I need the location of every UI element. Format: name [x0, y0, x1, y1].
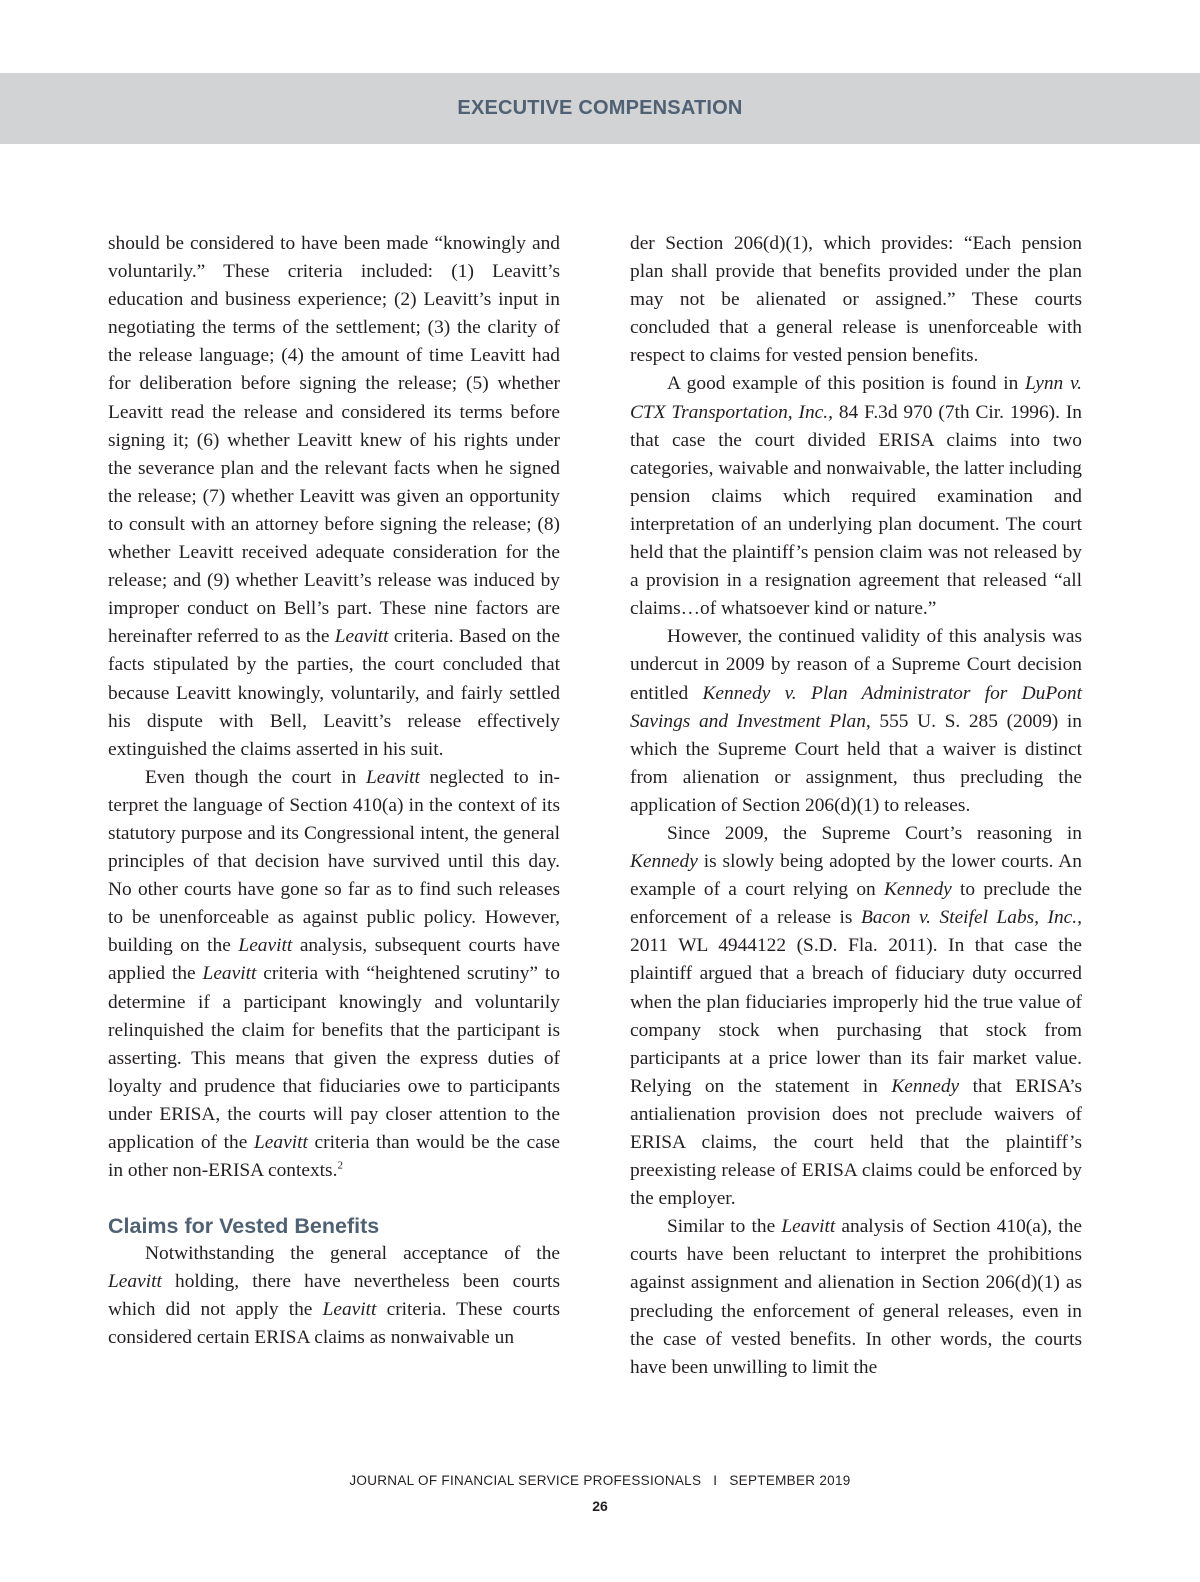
paragraph: However, the continued validity of this analysis was undercut in 2009 by reason of a Supreme Court decision entitled Kennedy v. Plan Administrator for DuPont Savings and Investment Plan, 555 U. S. 285 (2009) in which the Supreme Court held that a waiver is distinct from alienation or assignment, thus precluding the application of Section 206(d)(1) to releases. [630, 626, 1082, 816]
left-column [108, 230, 560, 1353]
issue-date: SEPTEMBER 2019 [729, 1473, 851, 1488]
paragraph: Similar to the Leavitt analysis of Section 410(a), the courts have been reluctant to interpret the prohibitions against assignment and alienation in Section 206(d)(1) as precluding the enforcement of general releases, even in the case of vested benefits. In other words, the courts have been unwilling to limit the [630, 1216, 1082, 1378]
right-column [630, 230, 1082, 1382]
paragraph: der Section 206(d)(1), which provides: “Each pension plan shall provide that benefits provided under the plan may not be alienated or assigned.” These courts concluded that a general release is unenforceable with respect to claims for vested pension benefits. [630, 233, 1082, 367]
footnote-marker: 2 [337, 1159, 343, 1172]
journal-name: JOURNAL OF FINANCIAL SERVICE PROFESSIONALS [349, 1473, 702, 1488]
paragraph: A good example of this position is found in Lynn v. CTX Transportation, Inc., 84 F.3d 970 (7th Cir. 1996). In that case the court divided ERISA claims into two categories, waivable and nonwaivable, the latter including pension claims which required examination and interpretation of an underlying plan document. The court held that the plaintiff’s pension claim was not released by a provision in a resignation agreement that released “all claims…of whatsoever kind or nature.” [630, 373, 1082, 620]
paragraph: Even though the court in Leavitt neglected to interpret the language of Section 410(a) in the context of its statutory purpose and its Congressional intent, the general principles of that decision have survived until this day. No other courts have gone so far as to find such releases to be unenforceable as against public policy. However, building on the Leavitt analysis, subsequent courts have applied the Leavitt criteria with “heightened scrutiny” to determine if a participant knowingly and voluntarily relinquished the claim for benefits that the participant is asserting. This means that given the express duties of loyalty and prudence that fiduciaries owe to participants under ERISA, the courts will pay closer attention to the application of the Leavitt criteria than would be the case in other non-ERISA contexts.$^2$ [108, 766, 561, 1182]
page-number: 26 [592, 1498, 608, 1514]
page-footer [0, 1473, 1200, 1488]
section-heading: Claims for Vested Benefits [108, 1214, 380, 1239]
paragraph: Since 2009, the Supreme Court’s reasoning in Kennedy is slowly being adopted by the lower courts. An example of a court relying on Kennedy to preclude the enforcement of a release is Bacon v. Steifel Labs, Inc., 2011 WL 4944122 (S.D. Fla. 2011). In that case the plaintiff argued that a breach of fiduciary duty occurred when the plan fiduciaries improperly hid the true value of company stock when purchasing that stock from participants at a price lower than its fair market value. Relying on the statement in Kennedy that ERISA’s antialienation provision does not preclude waivers of ERISA claims, the court held that the plaintiff’s preexisting release of ERISA claims could be enforced by the employer. [630, 822, 1083, 1210]
paragraph: should be considered to have been made “knowingly and voluntarily.” These criteria included: (1) Leavitt’s education and business experience; (2) Leavitt’s input in negotiating the terms of the settlement; (3) the clarity of the release language; (4) the amount of time Leavitt had for deliberation before signing the release; (5) whether Leavitt read the release and considered its terms before signing it; (6) whether Leavitt knew of his rights under the severance plan and the relevant facts when he signed the release; (7) whether Leavitt was given an opportunity to consult with an attorney before signing the release; (8) whether Leavitt received adequate consideration for the release; and (9) whether Leavitt’s release was induced by improper conduct on Bell’s part. These nine factors are hereinafter referred to as the Leavitt criteria. Based on the facts stipulated by the parties, the court concluded that because Leavitt knowingly, voluntarily, and fairly settled his dispute with Bell, Leavitt’s release effectively extinguished the claims asserted in his suit. [108, 233, 560, 760]
section-banner [0, 73, 1200, 144]
footer-separator: I [713, 1473, 718, 1488]
section-title: EXECUTIVE COMPENSATION [457, 97, 743, 119]
paragraph: Notwithstanding the general acceptance of the Leavitt holding, there have nevertheless been courts which did not apply the Leavitt criteria. These courts considered certain ERISA claims as nonwaivable un [108, 1243, 561, 1349]
